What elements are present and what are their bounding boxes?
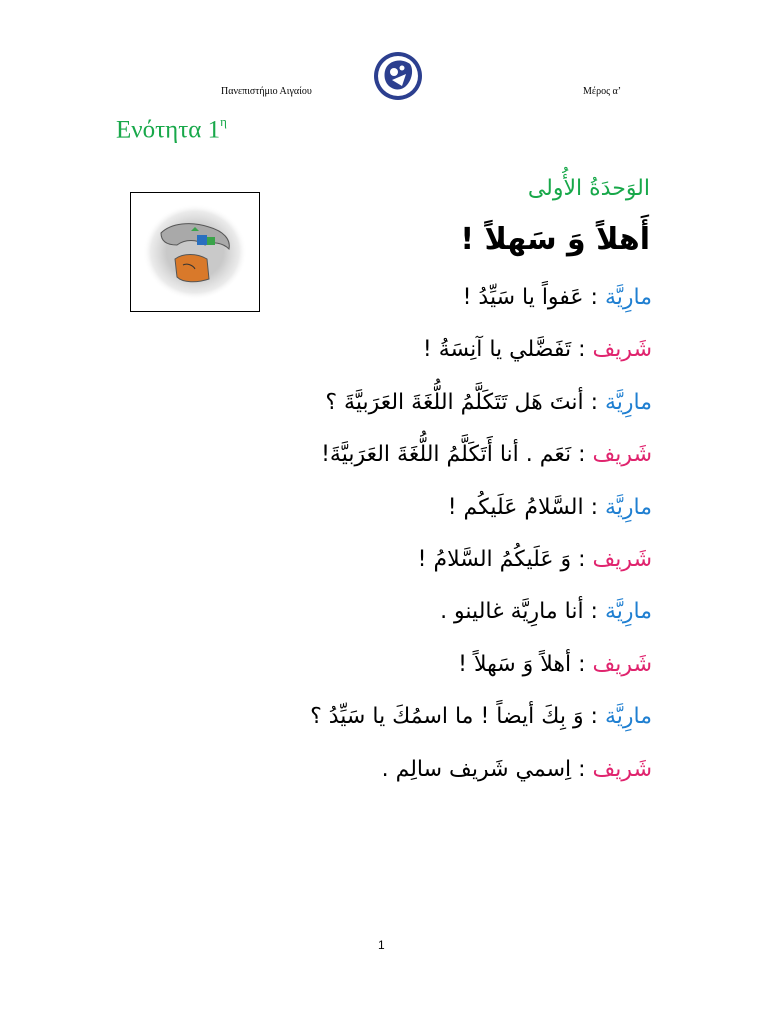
unit-title: الوَحدَةُ الأُولى (527, 176, 650, 201)
speaker-name: مارِيَّة (604, 389, 652, 415)
speaker-name: شَريف (592, 756, 652, 782)
header-university-name: Πανεπιστήμιο Αιγαίου (221, 86, 312, 97)
speaker-name: مارِيَّة (604, 285, 652, 310)
dialogue-text: : نَعَم . أنا أَتَكَلَّمُ اللُّغَةَ العَرَبيَّةَ! (321, 442, 593, 468)
speaker-name: شَريف (592, 337, 652, 363)
university-seal-logo-icon (372, 50, 424, 102)
dialogue-list (92, 276, 652, 800)
dialogue-line (92, 328, 652, 380)
dialogue-text: : أنتَ هَل تَتَكَلَّمُ اللُّغَةَ العَرَبيَّةَ ؟ (325, 389, 605, 415)
dialogue-line (92, 381, 652, 433)
dialogue-text: : وَ بِكَ أيضاً ! ما اسمُكَ يا سَيِّدُ ؟ (310, 704, 605, 730)
dialogue-text: : تَفَضَّلي يا آنِسَةُ ! (422, 337, 593, 363)
header-part-label: Μέρος α’ (583, 86, 622, 97)
dialogue-line (92, 748, 652, 800)
dialogue-text: : أنا مارِيَّة غالينو . (440, 599, 605, 625)
speaker-name: مارِيَّة (604, 494, 652, 520)
speaker-name: مارِيَّة (604, 704, 652, 730)
page-number: 1 (378, 938, 385, 952)
speaker-name: شَريف (592, 651, 652, 677)
dialogue-text: : السَّلامُ عَلَيكُم ! (447, 494, 605, 520)
section-title (116, 116, 227, 144)
dialogue-text: : عَفواً يا سَيِّدُ ! (462, 285, 605, 310)
speaker-name: شَريف (592, 442, 652, 468)
dialogue-line (92, 643, 652, 695)
dialogue-text: : أهلاً وَ سَهلاً ! (458, 651, 593, 677)
dialogue-text: : اِسمي شَريف سالِم . (381, 756, 593, 782)
dialogue-line (92, 538, 652, 590)
speaker-name: شَريف (592, 546, 652, 572)
dialogue-line (92, 590, 652, 642)
dialogue-line (92, 433, 652, 485)
speaker-name: مارِيَّة (604, 599, 652, 625)
section-title-superscript: η (220, 114, 227, 129)
dialogue-line (92, 276, 652, 328)
lesson-title: أَهلاً وَ سَهلاً ! (460, 222, 650, 257)
dialogue-line (92, 486, 652, 538)
dialogue-line (92, 695, 652, 747)
section-title-text: Ενότητα 1 (116, 116, 221, 144)
dialogue-text: : وَ عَلَيكُمُ السَّلامُ ! (417, 546, 593, 572)
